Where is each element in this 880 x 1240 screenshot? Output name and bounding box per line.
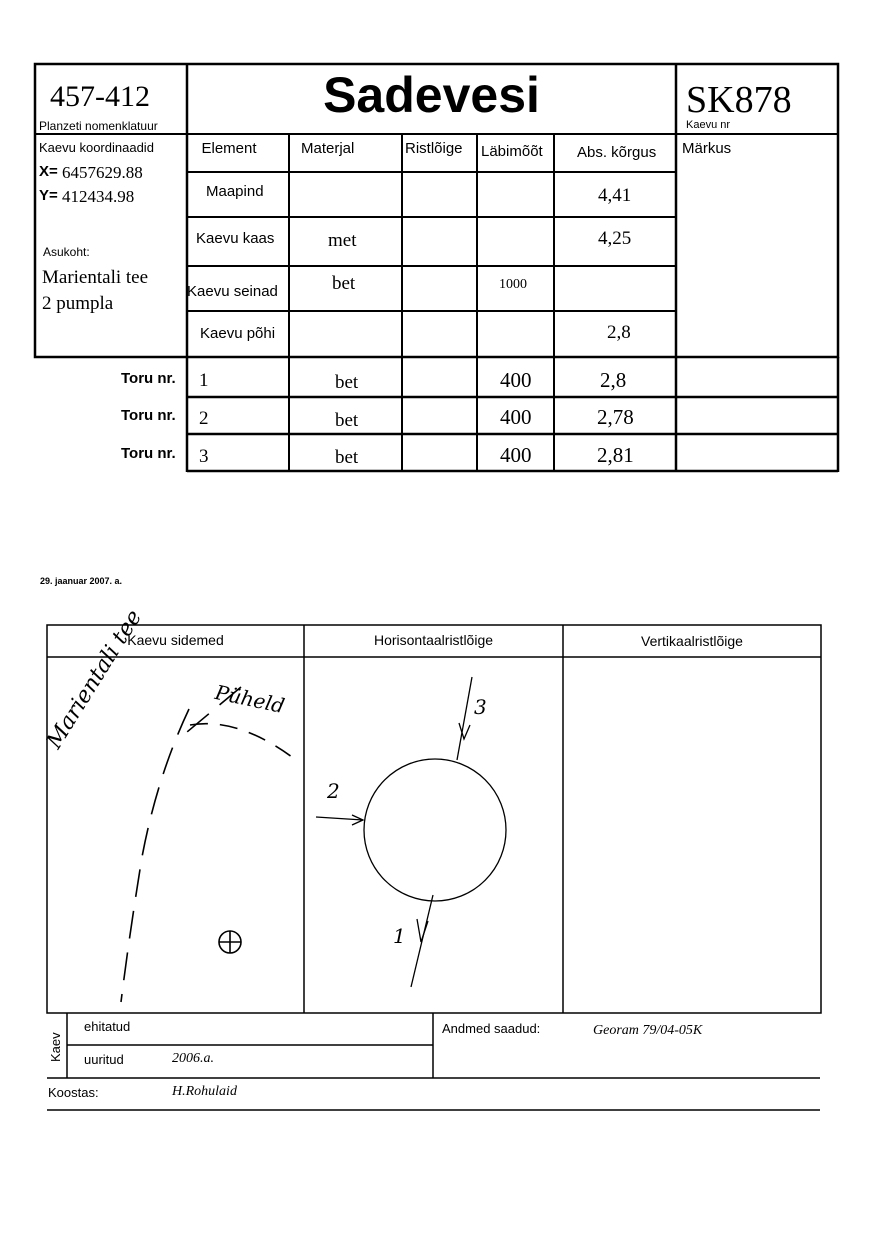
pipe-height: 2,8 — [600, 368, 627, 392]
pipe-label: Toru nr. — [121, 370, 176, 387]
sketch-col-connections: Kaevu sidemed — [127, 632, 224, 648]
surveyed-label: uuritud — [84, 1052, 124, 1067]
pipe-diameter: 400 — [500, 368, 532, 392]
col-cross: Ristlõige — [405, 140, 463, 157]
street-label-marientali: Marientali tee — [42, 605, 148, 754]
pipe-marker-2: 2 — [327, 779, 340, 803]
row-height: 4,41 — [598, 185, 632, 206]
row-material: bet — [332, 273, 356, 294]
well-id: SK878 — [686, 79, 792, 121]
pipe-marker-3: 3 — [474, 695, 487, 719]
row-diameter: 1000 — [499, 277, 527, 292]
row-height: 4,25 — [598, 228, 632, 249]
col-element: Element — [201, 140, 257, 157]
pipe-no: 1 — [199, 370, 209, 391]
pipe-height: 2,78 — [597, 405, 634, 429]
horizontal-section-sketch — [304, 657, 563, 1013]
pipe-material: bet — [335, 447, 359, 468]
nomenclature: 457-412 — [50, 80, 150, 113]
y-label: Y= — [39, 187, 58, 204]
author-value: H.Rohulaid — [172, 1084, 237, 1099]
nomenclature-label: Planzeti nomenklatuur — [39, 119, 158, 133]
pipe-no: 2 — [199, 408, 209, 429]
pipe-height: 2,81 — [597, 443, 634, 467]
row-height: 2,8 — [607, 322, 631, 343]
pipe-label: Toru nr. — [121, 445, 176, 462]
coords-label: Kaevu koordinaadid — [39, 140, 154, 155]
kaev-label: Kaev — [48, 1032, 63, 1062]
pipe-diameter: 400 — [500, 405, 532, 429]
sketch-col-horizontal: Horisontaalristlõige — [373, 632, 494, 648]
x-value: 6457629.88 — [62, 163, 143, 182]
row-element: Maapind — [206, 183, 264, 200]
document-date: 29. jaanuar 2007. a. — [40, 576, 123, 586]
source-value: Georam 79/04-05K — [593, 1023, 703, 1038]
row-element: Kaevu kaas — [196, 230, 275, 247]
pipe-label: Toru nr. — [121, 407, 176, 424]
well-circle-icon — [364, 759, 506, 901]
location-line2: 2 pumpla — [42, 293, 114, 314]
street-label-puheld: Püheld — [213, 680, 287, 719]
surveyed-value: 2006.a. — [172, 1051, 214, 1066]
source-label: Andmed saadud: — [442, 1021, 541, 1036]
author-label: Koostas: — [48, 1085, 99, 1100]
pipe-material: bet — [335, 372, 359, 393]
row-element: Kaevu seinad — [187, 283, 278, 300]
col-height: Abs. kõrgus — [577, 144, 657, 161]
x-label: X= — [39, 163, 58, 180]
row-element: Kaevu põhi — [200, 325, 276, 342]
well-id-label: Kaevu nr — [686, 119, 731, 131]
col-material: Materjal — [301, 140, 355, 157]
pipe-diameter: 400 — [500, 443, 532, 467]
col-diameter: Läbimõõt — [481, 143, 543, 160]
built-label: ehitatud — [84, 1019, 131, 1034]
sketch-col-vertical: Vertikaalristlõige — [641, 633, 743, 649]
location-line1: Marientali tee — [42, 267, 149, 288]
pipe-marker-1: 1 — [393, 924, 406, 948]
row-material: met — [328, 230, 357, 251]
col-note: Märkus — [682, 140, 732, 157]
y-value: 412434.98 — [62, 187, 135, 206]
pipe-material: bet — [335, 410, 359, 431]
pipe-no: 3 — [199, 446, 209, 467]
location-label: Asukoht: — [43, 245, 90, 259]
page-title: Sadevesi — [323, 67, 540, 123]
